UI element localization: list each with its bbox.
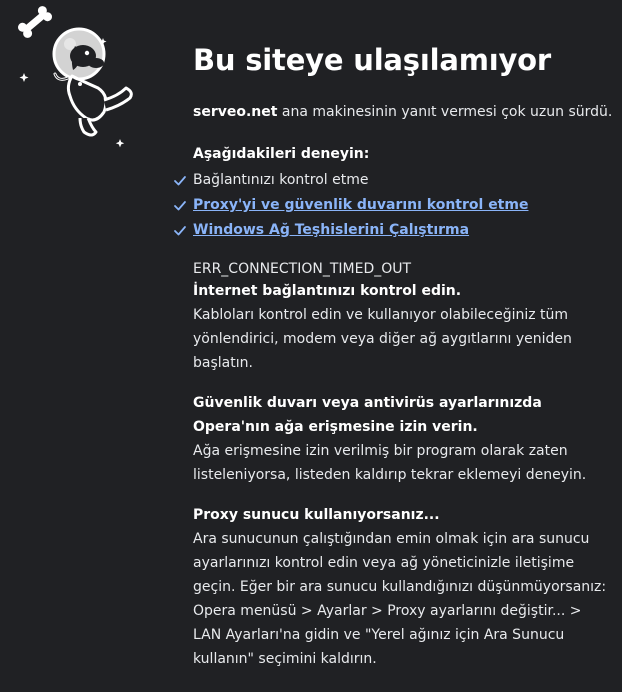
check-icon (173, 193, 187, 218)
network-diagnostics-link[interactable]: Windows Ağ Teşhislerini Çalıştırma (193, 222, 470, 238)
section-body: Kabloları kontrol edin ve kullanıyor olabileceğiniz tüm yönlendirici, modem veya diğer ağ aygıtlarını yeniden başlatın. (193, 307, 572, 371)
suggestion-label: Bağlantınızı kontrol etme (193, 172, 369, 188)
error-summary (193, 102, 613, 122)
check-icon (173, 168, 187, 193)
suggestion-check-connection (193, 168, 613, 193)
proxy-firewall-link[interactable]: Proxy'yi ve güvenlik duvarını kontrol etme (193, 197, 529, 213)
suggestion-run-diagnostics[interactable] (193, 218, 613, 243)
dog-body (55, 74, 131, 135)
check-icon (173, 218, 187, 243)
suggestion-check-proxy[interactable] (193, 193, 613, 218)
summary-text: ana makinesinin yanıt vermesi çok uzun sürdü. (277, 104, 613, 120)
section-title: Proxy sunucu kullanıyorsanız... (193, 507, 440, 523)
bone-icon (16, 4, 54, 40)
section-title: Güvenlik duvarı veya antivirüs ayarlarınızda Opera'nın ağa erişmesine izin verin. (193, 395, 542, 435)
section-proxy (193, 503, 613, 671)
error-code: ERR_CONNECTION_TIMED_OUT (193, 261, 412, 277)
error-content (193, 36, 613, 671)
section-body: Ağa erişmesine izin verilmiş bir program olarak zaten listeleniyorsa, listeden kaldırıp tekrar eklemeyi deneyin. (193, 443, 587, 483)
host-name: serveo.net (193, 104, 278, 120)
section-check-internet (193, 279, 613, 375)
section-title: İnternet bağlantınızı kontrol edin. (193, 283, 462, 299)
page-title: Bu siteye ulaşılamıyor (193, 43, 552, 77)
section-body: Ara sunucunun çalıştığından emin olmak için ara sunucu ayarlarınızı kontrol edin veya ağ yöneticinizle iletişime geçin. Eğer bir ara sunucu kullandığınızı düşünmüyorsanız: Opera menüsü > Ayarlar > Proxy ayarlarını değiştir... > LAN Ayarları'na gidin ve "Yerel ağınız için Ara Sunucu kullanın" seçimini kaldırın. (193, 531, 607, 667)
section-firewall (193, 391, 613, 487)
suggestions-list (193, 168, 613, 243)
suggestions-title: Aşağıdakileri deneyin: (193, 146, 370, 162)
space-dog-illustration (0, 0, 160, 160)
